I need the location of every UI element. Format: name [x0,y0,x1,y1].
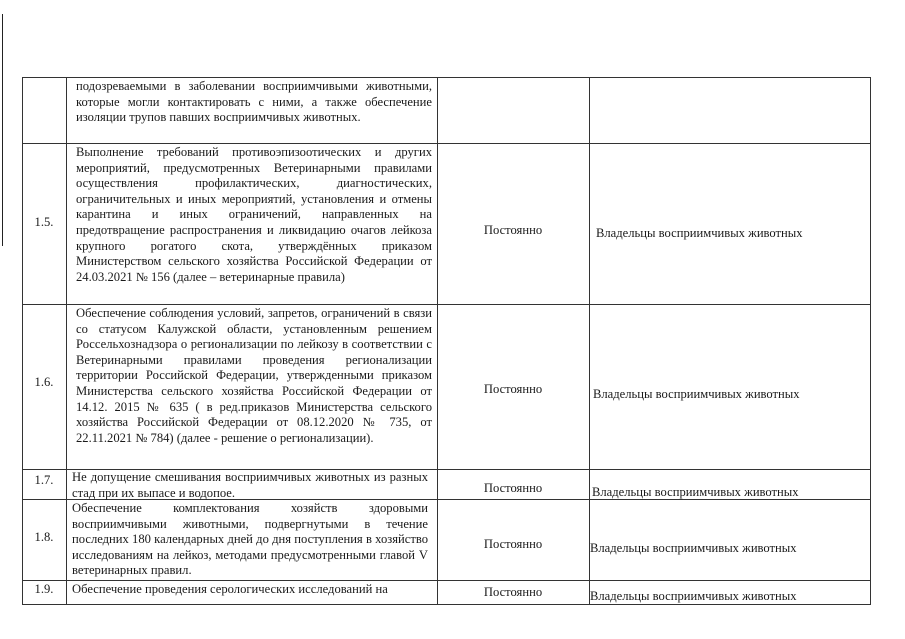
measure-text: Обеспечение проведения серологических исследований на [72,582,388,596]
column-border [870,77,871,605]
measure-responsible: Владельцы восприимчивых животных [593,387,800,401]
column-border [589,77,590,605]
measure-number: 1.5. [34,215,54,229]
measure-period: Постоянно [483,223,543,237]
column-border [22,77,23,605]
measure-responsible: Владельцы восприимчивых животных [590,589,797,603]
measure-period: Постоянно [483,481,543,495]
measure-responsible: Владельцы восприимчивых животных [590,541,797,555]
measure-responsible: Владельцы восприимчивых животных [592,485,799,499]
column-border [437,77,438,605]
measure-number: 1.6. [34,375,54,389]
row-border [22,304,871,305]
measure-period: Постоянно [483,585,543,599]
measure-text: Не допущение смешивания восприимчивых животных из разных стад при их выпасе и водопое. [72,470,428,500]
measure-text: Обеспечение комплектования хозяйств здоровыми восприимчивыми животными, подвергнутыми в течение последних 180 календарных дней до дня поступления в хозяйство исследованиям на лейкоз, методами предусмотренными главой V ветеринарных правил. [72,501,428,578]
row-border [22,143,871,144]
measure-number: 1.7. [34,473,54,487]
measure-period: Постоянно [483,537,543,551]
column-border [66,77,67,605]
measure-number: 1.9. [34,582,54,596]
row-border [22,580,871,581]
measure-responsible: Владельцы восприимчивых животных [596,226,803,240]
measure-number: 1.8. [34,530,54,544]
measure-text: Обеспечение соблюдения условий, запретов, ограничений в связи со статусом Калужской области, установленным решением Россельхознадзора о регионализации по лейкозу в соответствии с Ветеринарными правилами проведения регионализации территории Российской Федерации, утвержденными приказом Министерства сельского хозяйства Российской Федерации от 14.12. 2015 № 635 ( в ред.приказов Министерства сельского хозяйства Российской Федерации от 08.12.2020 № 735, от 22.11.2021 № 784) (далее - решение о регионализации). [76,306,432,445]
measure-period: Постоянно [483,382,543,396]
measure-text: подозреваемыми в заболевании восприимчивыми животными, которые могли контактировать с ними, а также обеспечение изоляции трупов павших восприимчивых животных. [76,79,432,125]
measure-text: Выполнение требований противоэпизоотических и других мероприятий, предусмотренных Ветеринарными правилами осуществления профилактических, диагностических, ограничительных и иных мероприятий, установления и отмены карантина и иных ограничений, направленных на предотвращение распространения и ликвидацию очагов лейкоза крупного рогатого скота, утверждённых приказом Министерством сельского хозяйства Российской Федерации от 24.03.2021 № 156 (далее – ветеринарные правила) [76,145,432,284]
row-border [22,77,871,78]
